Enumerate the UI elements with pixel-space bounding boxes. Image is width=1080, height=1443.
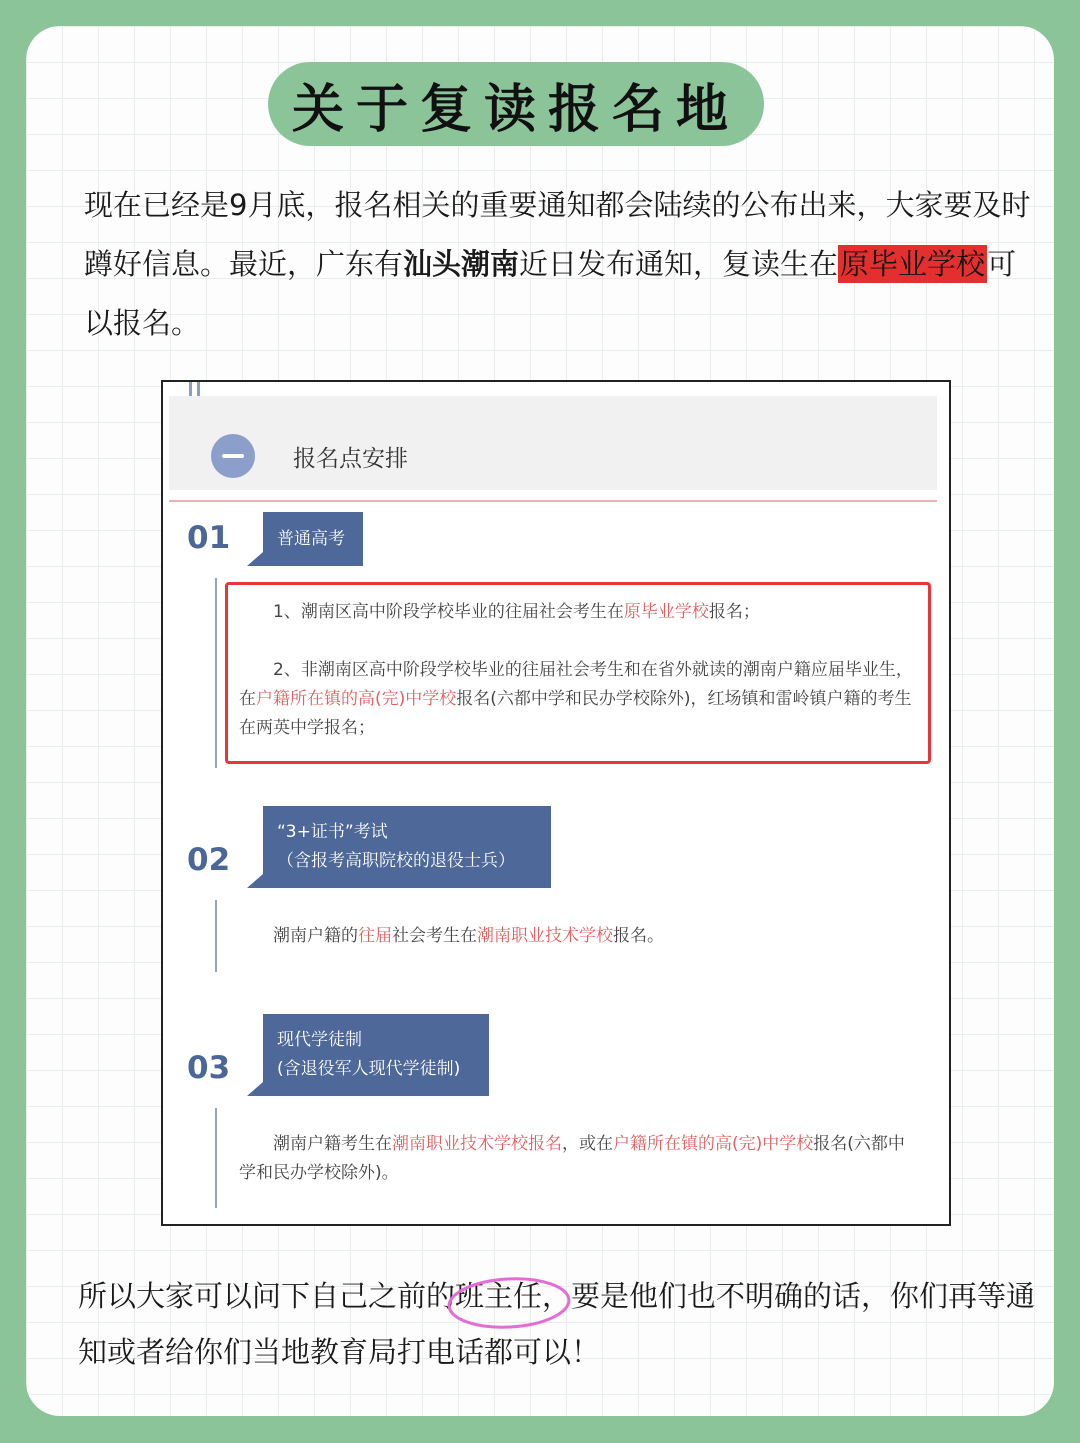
collapse-minus-icon[interactable] — [211, 434, 255, 478]
text-run: 潮南户籍考生在 — [273, 1134, 392, 1154]
circled-text: 班主任 — [455, 1279, 543, 1313]
text-run: ，或在 — [562, 1134, 613, 1154]
outro-text-2: ，要是他们也不明确的话，你们再等通知或者给你们当地教育局打电话都可以！ — [78, 1279, 1036, 1369]
text-run: 1、潮南区高中阶段学校毕业的往届社会考生在 — [273, 602, 624, 622]
tag-line: 普通高考 — [277, 528, 345, 549]
text-run: 社会考生在 — [392, 926, 477, 946]
closing-paragraph — [78, 1268, 1038, 1380]
text-run-red: 户籍所在镇的高(完)中学校 — [256, 689, 457, 709]
section-number-02: 02 — [187, 842, 231, 878]
page-title: 关于复读报名地 — [268, 62, 764, 146]
text-run: 报名。 — [613, 926, 664, 946]
tag-line: 现代学徒制 — [277, 1030, 362, 1050]
section-02-text — [273, 922, 923, 951]
text-run: 报名(六都中学和民办学校除外)，红场镇和雷岭镇户籍的考生在两英中学报名； — [239, 689, 912, 738]
doc-header — [169, 396, 937, 490]
text-run-red: 往届 — [358, 926, 392, 946]
intro-text-1: 现在已经是9月底，报名相关的重要通知都会陆续的公布出来，大家要及时蹲好信息。最近，广东有 — [84, 188, 1031, 281]
tag-line: （含报考高职院校的退役士兵） — [277, 851, 515, 871]
text-run: 潮南户籍的 — [273, 926, 358, 946]
tag-corner — [247, 1082, 263, 1096]
section-01-para-2 — [239, 656, 919, 743]
section-01-para-1 — [239, 598, 919, 627]
intro-highlight: 原毕业学校 — [840, 247, 986, 281]
text-run: 2、非潮南区高中阶段学校毕业的往届社会考生和在省外就读的潮南户籍应届毕业生，在 — [239, 660, 913, 709]
notice-screenshot — [161, 380, 951, 1226]
section-line-01 — [215, 578, 217, 768]
tag-line: (含退役军人现代学徒制) — [277, 1059, 461, 1079]
circle-annotation-icon — [445, 1273, 573, 1333]
section-03-text — [239, 1130, 919, 1188]
content-card — [26, 26, 1054, 1416]
section-line-03 — [215, 1108, 217, 1208]
section-number-03: 03 — [187, 1050, 231, 1086]
text-run: 报名(六都中学和民办学校除外)。 — [239, 1134, 905, 1183]
tag-corner — [247, 552, 263, 566]
intro-text-3: 可以报名。 — [84, 247, 1017, 340]
outro-text-1: 所以大家可以问下自己之前的 — [78, 1279, 456, 1313]
section-tag-02 — [263, 806, 551, 888]
intro-text-2: 近日发布通知，复读生在 — [519, 247, 839, 281]
doc-divider — [169, 500, 937, 502]
section-number-01: 01 — [187, 520, 231, 556]
text-run-red: 户籍所在镇的高(完)中学校 — [613, 1134, 814, 1154]
tag-corner — [247, 874, 263, 888]
doc-header-title: 报名点安排 — [293, 446, 408, 472]
intro-paragraph — [84, 176, 1034, 353]
circled-word — [455, 1279, 542, 1313]
section-tag-03 — [263, 1014, 489, 1096]
intro-bold-text: 汕头潮南 — [403, 247, 520, 281]
section-line-02 — [215, 900, 217, 972]
text-run-red: 原毕业学校 — [623, 602, 709, 622]
section-tag-01 — [263, 512, 363, 566]
text-run: 报名； — [708, 602, 760, 622]
text-run-red: 潮南职业技术学校 — [477, 926, 613, 946]
text-run-red: 潮南职业技术学校报名 — [392, 1134, 562, 1154]
tag-line: “3+证书”考试 — [277, 822, 388, 842]
